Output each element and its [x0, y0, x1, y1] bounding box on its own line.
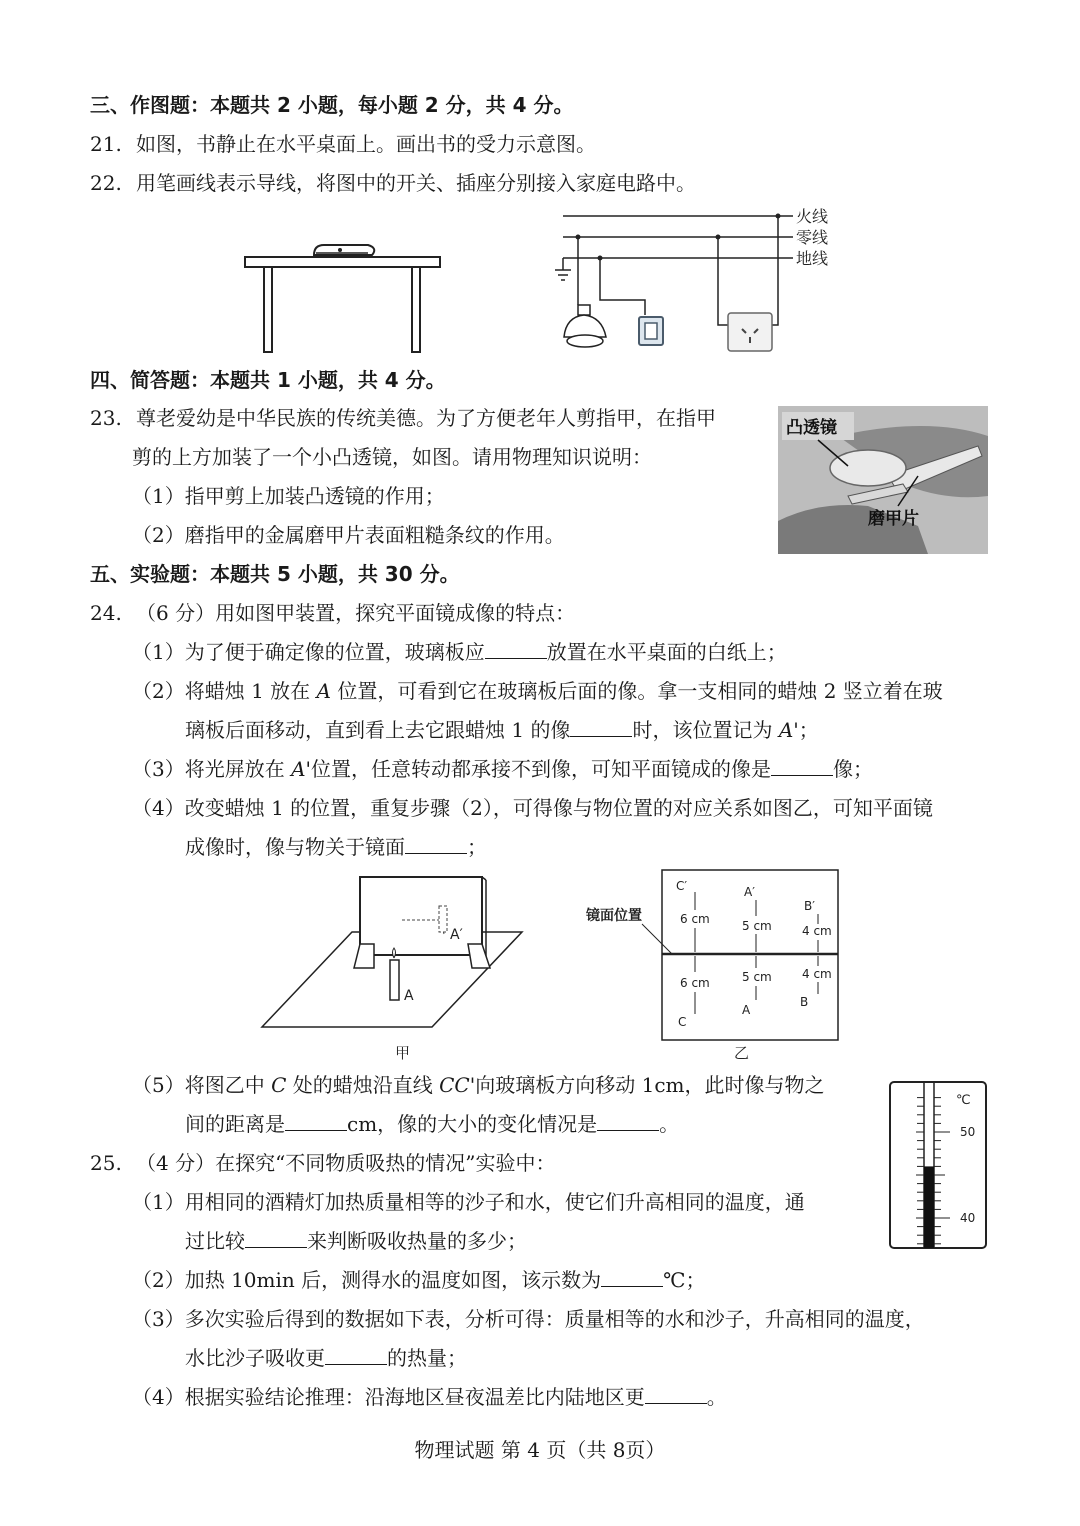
- question-25: [90, 1150, 556, 1176]
- question-number: 25.: [90, 1151, 122, 1175]
- mirror-apparatus-figure: [262, 872, 530, 1062]
- neutral-wire-label: 零线: [796, 228, 829, 247]
- distance-label: 5 cm: [742, 970, 772, 984]
- point-label: CC': [439, 1073, 476, 1097]
- text: 水比沙子吸收更: [185, 1346, 325, 1370]
- lamp-icon: [564, 305, 606, 347]
- q25-sub3: （3）多次实验后得到的数据如下表，分析可得：质量相等的水和沙子，升高相同的温度，: [132, 1307, 925, 1331]
- question-text: 如图，书静止在水平桌面上。画出书的受力示意图。: [136, 132, 596, 156]
- object-label: A: [404, 988, 414, 1004]
- q24-sub1: [132, 639, 787, 665]
- glass-plate: [360, 877, 482, 955]
- thermometer-figure: [888, 1080, 990, 1252]
- q25-sub1-cont: [185, 1228, 527, 1254]
- point-label: A': [291, 757, 312, 781]
- distance-label: 4 cm: [802, 924, 832, 938]
- figure-caption: 甲: [395, 1044, 411, 1062]
- answer-blank[interactable]: [245, 1229, 307, 1248]
- mirror-position-label: 镜面位置: [586, 908, 642, 924]
- answer-blank[interactable]: [645, 1385, 707, 1404]
- text: 来判断吸收热量的多少；: [307, 1229, 527, 1253]
- question-21: [90, 131, 596, 157]
- question-number: 23.: [90, 406, 122, 430]
- answer-blank[interactable]: [601, 1268, 663, 1287]
- point-label: A: [316, 679, 331, 703]
- text: ；: [467, 835, 487, 859]
- distance-label: 5 cm: [742, 919, 772, 933]
- candle: [390, 960, 399, 1000]
- point-label: A': [778, 718, 799, 742]
- text: （2）加热 10min 后，测得水的温度如图，该示数为: [132, 1268, 602, 1292]
- text: 。: [706, 1385, 727, 1409]
- answer-blank[interactable]: [485, 640, 547, 659]
- answer-blank[interactable]: [325, 1346, 387, 1365]
- q25-sub2: [132, 1267, 706, 1293]
- text: 间的距离是: [185, 1112, 285, 1136]
- socket-icon: [728, 313, 772, 351]
- point-label: A′: [744, 885, 755, 899]
- text: 向玻璃板方向移动 1cm，此时像与物之: [475, 1073, 825, 1097]
- text: 成像时，像与物关于镜面: [185, 835, 405, 859]
- lens-label: 凸透镜: [786, 418, 837, 438]
- section-4-header: 四、简答题：本题共 1 小题，共 4 分。: [90, 368, 446, 392]
- question-23: [90, 405, 716, 431]
- text: （3）将光屏放在: [132, 757, 292, 781]
- answer-blank[interactable]: [405, 835, 467, 854]
- point-label: B′: [804, 899, 815, 913]
- convex-lens-icon: [830, 450, 906, 486]
- question-text: 尊老爱幼是中华民族的传统美德。为了方便老年人剪指甲，在指甲: [136, 406, 716, 430]
- point-label: C′: [676, 879, 688, 893]
- figure-caption: 乙: [734, 1044, 750, 1062]
- text: 位置，任意转动都承接不到像，可知平面镜成的像是: [311, 757, 772, 781]
- q24-sub3: [132, 756, 873, 782]
- point-label: C: [678, 1015, 687, 1029]
- question-text: （4 分）在探究“不同物质吸热的情况”实验中：: [136, 1151, 556, 1175]
- point-label: B: [800, 995, 809, 1009]
- question-22: [90, 170, 696, 196]
- ground-icon: [555, 258, 571, 280]
- text: （5）将图乙中: [132, 1073, 272, 1097]
- question-23-cont: 剪的上方加装了一个小凸透镜，如图。请用物理知识说明：: [132, 445, 652, 469]
- question-number: 21.: [90, 132, 122, 156]
- answer-blank[interactable]: [285, 1112, 347, 1131]
- answer-blank[interactable]: [570, 718, 632, 737]
- file-label: 磨甲片: [868, 509, 919, 529]
- distance-label: 6 cm: [680, 976, 710, 990]
- text: ；: [798, 718, 819, 742]
- tick-label-50: 50: [960, 1125, 976, 1139]
- q24-sub5-cont: [185, 1111, 679, 1137]
- image-position-figure: [580, 868, 842, 1064]
- text: 璃板后面移动，直到看上去它跟蜡烛 1 的像: [185, 718, 571, 742]
- table-top: [245, 257, 440, 267]
- text: ℃；: [663, 1268, 706, 1292]
- mercury-column: [924, 1166, 934, 1248]
- text: （2）将蜡烛 1 放在: [132, 679, 317, 703]
- distance-label: 4 cm: [802, 967, 832, 981]
- answer-blank[interactable]: [771, 757, 833, 776]
- household-circuit-figure: [548, 205, 848, 355]
- image-label: A′: [450, 927, 463, 943]
- flame-icon: [393, 948, 396, 958]
- book-on-table-figure: [240, 235, 445, 355]
- q24-sub4: （4）改变蜡烛 1 的位置，重复步骤（2），可得像与物位置的对应关系如图乙，可知平面镜: [132, 796, 933, 820]
- text: 时，该位置记为: [632, 718, 779, 742]
- q25-sub4: [132, 1384, 727, 1410]
- page-footer: 物理试题 第 4 页（共 8页）: [414, 1438, 666, 1462]
- text: （1）为了便于确定像的位置，玻璃板应: [132, 640, 485, 664]
- q25-sub1: （1）用相同的酒精灯加热质量相等的沙子和水，使它们升高相同的温度，通: [132, 1190, 805, 1214]
- question-23-sub1: （1）指甲剪上加装凸透镜的作用；: [132, 484, 445, 508]
- q24-sub2-cont: [185, 717, 819, 743]
- q25-sub3-cont: [185, 1345, 467, 1371]
- section-5-header: 五、实验题：本题共 5 小题，共 30 分。: [90, 562, 460, 586]
- q24-sub4-cont: [185, 834, 487, 860]
- unit-label: ℃: [956, 1093, 971, 1108]
- question-text: 用笔画线表示导线，将图中的开关、插座分别接入家庭电路中。: [136, 171, 696, 195]
- text: 的热量；: [387, 1346, 467, 1370]
- text: 放置在水平桌面的白纸上；: [546, 640, 787, 664]
- text: cm，像的大小的变化情况是: [347, 1112, 598, 1136]
- question-number: 24.: [90, 601, 122, 625]
- candle-image: [439, 906, 447, 932]
- answer-blank[interactable]: [597, 1112, 659, 1131]
- section-3-header: 三、作图题：本题共 2 小题，每小题 2 分，共 4 分。: [90, 93, 574, 117]
- q24-sub2: [132, 678, 943, 704]
- text: 像；: [833, 757, 874, 781]
- text: 处的蜡烛沿直线: [286, 1073, 440, 1097]
- text: （4）根据实验结论推理：沿海地区昼夜温差比内陆地区更: [132, 1385, 645, 1409]
- question-24: [90, 600, 575, 626]
- table-leg: [264, 267, 272, 352]
- point-label: C: [271, 1073, 287, 1097]
- table-leg: [412, 267, 420, 352]
- text: 。: [659, 1112, 680, 1136]
- point-label: A: [742, 1003, 751, 1017]
- live-wire-label: 火线: [796, 207, 829, 226]
- question-number: 22.: [90, 171, 122, 195]
- q24-sub5: [132, 1072, 824, 1098]
- ground-wire-label: 地线: [796, 249, 829, 268]
- text: 过比较: [185, 1229, 245, 1253]
- text: 位置，可看到它在玻璃板后面的像。拿一支相同的蜡烛 2 竖立着在玻: [330, 679, 943, 703]
- question-text: （6 分）用如图甲装置，探究平面镜成像的特点：: [136, 601, 576, 625]
- nail-clipper-photo: [778, 406, 988, 554]
- tick-label-40: 40: [960, 1211, 976, 1225]
- switch-icon: [639, 317, 663, 345]
- distance-label: 6 cm: [680, 912, 710, 926]
- question-23-sub2: （2）磨指甲的金属磨甲片表面粗糙条纹的作用。: [132, 523, 565, 547]
